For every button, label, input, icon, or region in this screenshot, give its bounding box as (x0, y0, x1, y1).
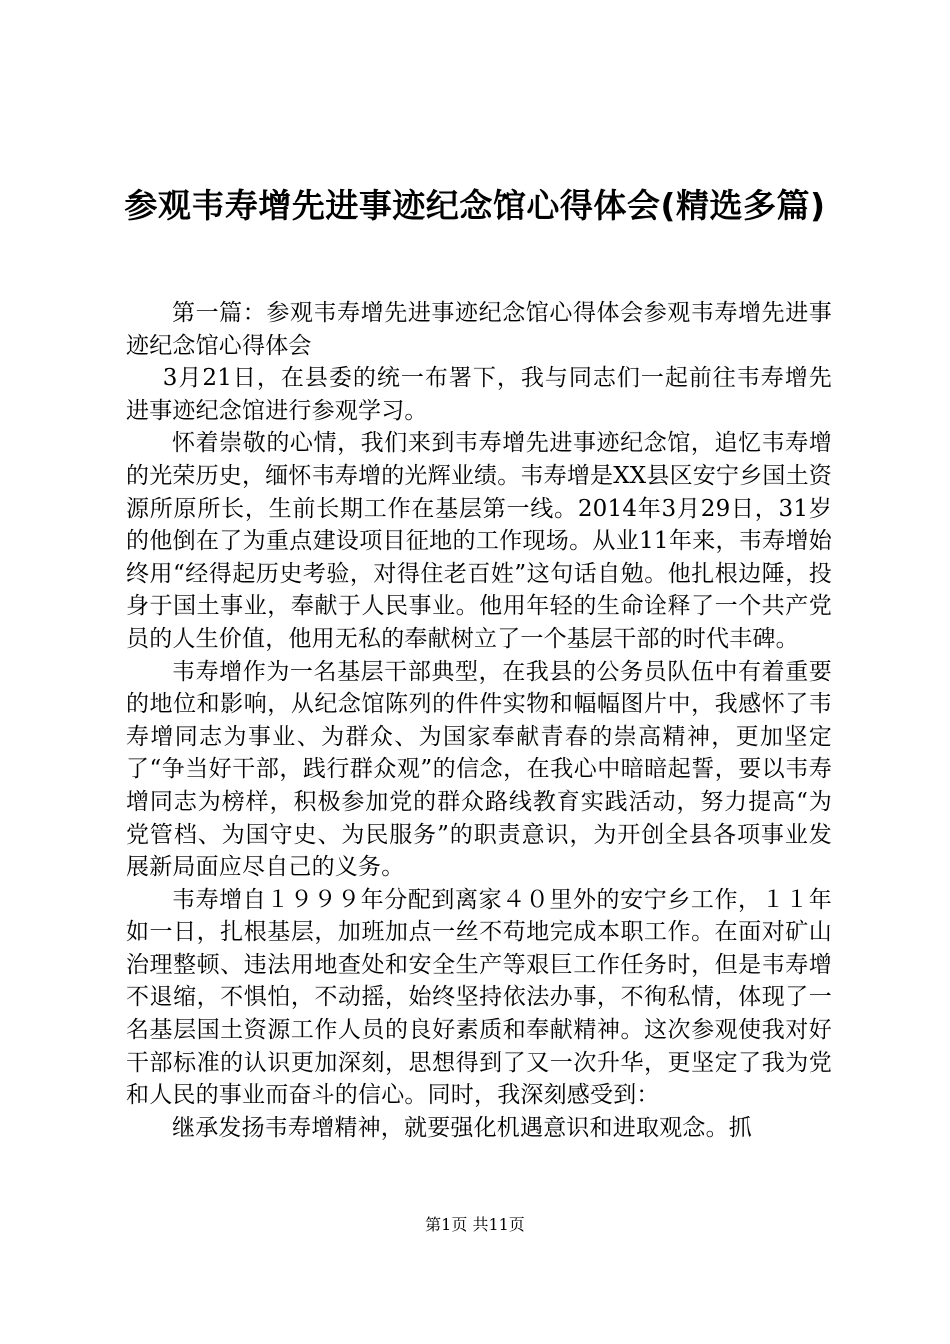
document-title: 参观韦寿增先进事迹纪念馆心得体会(精选多篇) (124, 186, 826, 225)
paragraph-memorial: 怀着崇敬的心情，我们来到韦寿增先进事迹纪念馆，追忆韦寿增的光荣历史，缅怀韦寿增的光辉业绩。韦寿增是XX县区安宁乡国土资源所原所长，生前长期工作在基层第一线。2014年3月29日，31岁的他倒在了为重点建设项目征地的工作现场。从业11年来，韦寿增始终用“经得起历史考验，对得住老百姓”这句话自勉。他扎根边陲，投身于国土事业，奉献于人民事业。他用年轻的生命诠释了一个共产党员的人生价值，他用无私的奉献树立了一个基层干部的时代丰碑。 (126, 430, 832, 652)
paragraph-role-model: 韦寿增作为一名基层干部典型，在我县的公务员队伍中有着重要的地位和影响，从纪念馆陈列的件件实物和幅幅图片中，我感怀了韦寿增同志为事业、为群众、为国家奉献青春的崇高精神，更加坚定了“争当好干部，践行群众观”的信念，在我心中暗暗起誓，要以韦寿增同志为榜样，积极参加党的群众路线教育实践活动，努力提高“为党管档、为国守史、为民服务”的职责意识，为开创全县各项事业发展新局面应尽自己的义务。 (126, 658, 832, 881)
paragraph-heading: 第一篇：参观韦寿增先进事迹纪念馆心得体会参观韦寿增先进事迹纪念馆心得体会 (126, 300, 832, 359)
paragraph-inherit: 继承发扬韦寿增精神，就要强化机遇意识和进取观念。抓 (172, 1114, 752, 1141)
paragraph-visit-date: 3月21日，在县委的统一布署下，我与同志们一起前往韦寿增先进事迹纪念馆进行参观学习。 (126, 365, 832, 424)
paragraph-career: 韦寿增自１９９９年分配到离家４０里外的安宁乡工作，１１年如一日，扎根基层，加班加点一丝不苟地完成本职工作。在面对矿山治理整顿、违法用地查处和安全生产等艰巨工作任务时，但是韦寿增不退缩，不惧怕，不动摇，始终坚持依法办事，不徇私情，体现了一名基层国土资源工作人员的良好素质和奉献精神。这次参观使我对好干部标准的认识更加深刻，思想得到了又一次升华，更坚定了我为党和人民的事业而奋斗的信心。同时，我深刻感受到： (126, 886, 832, 1109)
document-body (126, 297, 832, 1144)
page-number-footer: 第1页 共11页 (425, 1215, 525, 1234)
